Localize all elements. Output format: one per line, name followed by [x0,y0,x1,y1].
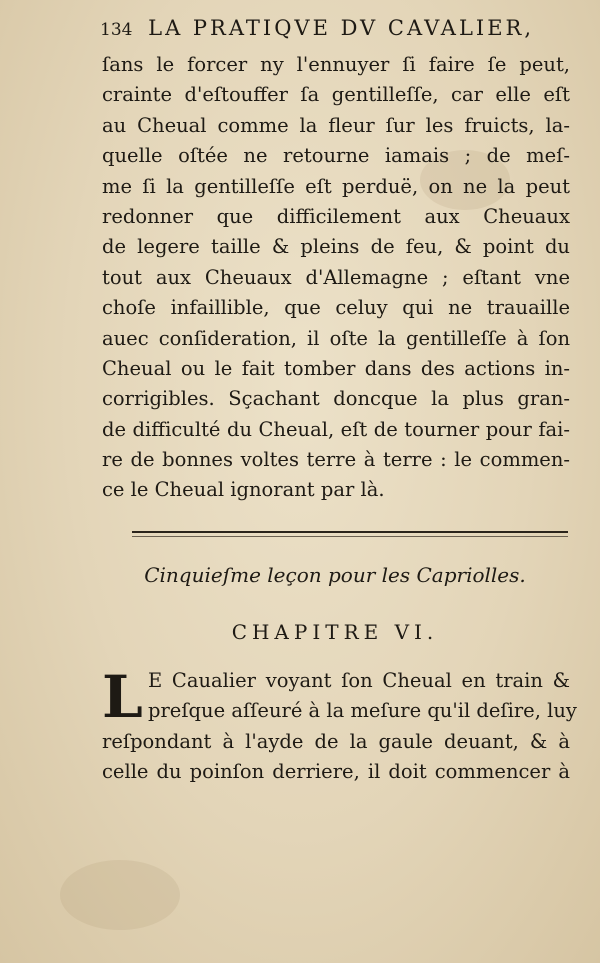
text-line: de difficulté du Cheual, eſt de tourner pour fai- [102,417,570,441]
text-line: auec conſideration, il oſte la gentilleſſe à ſon [102,326,570,350]
text-line: de legere taille & pleins de feu, & point du [102,235,570,259]
text-line: reſpondant à l'ayde de la gaule deuant, & à [102,729,570,753]
chapter-heading: CHAPITRE VI. [231,620,439,644]
text-line: ce le Cheual ignorant par là. [102,478,385,502]
paper-stain [60,860,180,930]
page-number: 134 [100,20,133,40]
text-line: Cheual ou le fait tomber dans des actions in- [102,356,570,380]
text-line: E Caualier voyant ſon Cheual en train & [148,669,570,692]
text-line: corrigibles. Sçachant doncque la plus gran- [102,387,570,411]
section-title: Cinquieſme leçon pour les Capriolles. [144,563,526,587]
text-line: ſans le forcer ny l'ennuyer ſi faire ſe peut, [102,53,570,76]
section-rule [132,531,568,533]
text-line: celle du poinſon derriere, il doit commencer à [102,760,570,784]
body-text [102,50,570,506]
chapter-paragraph [102,663,577,788]
drop-cap: L [102,663,143,731]
text-line: preſque aſſeuré à la meſure qu'il deſire, luy [148,699,577,723]
text-line: me ſi la gentilleſſe eſt perduë, on ne la peut [102,174,570,198]
text-line: au Cheual comme la fleur ſur les fruicts, la- [102,113,570,137]
text-line: redonner que difficilement aux Cheuaux [102,204,570,228]
running-header [100,16,570,44]
section-rule-thin [132,536,568,537]
text-line: choſe infaillible, que celuy qui ne trauaille [102,296,570,320]
text-line: tout aux Cheuaux d'Allemagne ; eſtant vne [102,265,570,289]
text-line: crainte d'eſtouffer ſa gentilleſſe, car elle eſt [102,83,570,107]
running-title: LA PRATIQVE DV CAVALIER, [148,16,535,40]
text-line: re de bonnes voltes terre à terre : le commen- [102,448,570,472]
text-line: quelle oſtée ne retourne iamais ; de meſ- [102,144,570,168]
